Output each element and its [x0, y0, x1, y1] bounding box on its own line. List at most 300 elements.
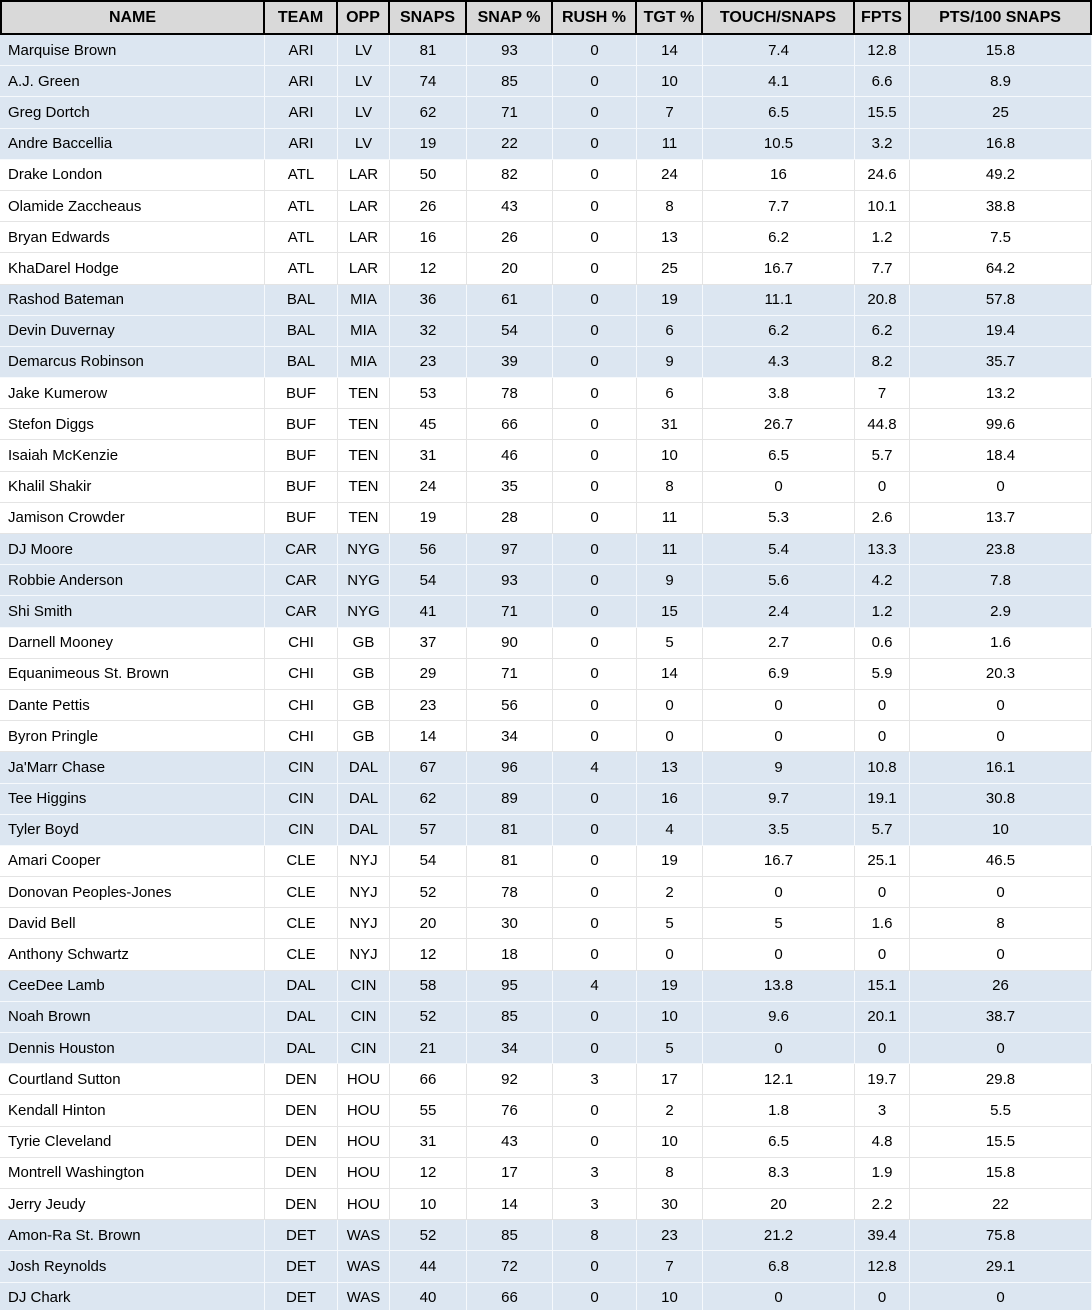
- stat-cell[interactable]: 44: [390, 1251, 467, 1282]
- stat-cell[interactable]: 2: [637, 877, 703, 908]
- stat-cell[interactable]: 85: [467, 66, 553, 97]
- stat-cell[interactable]: CHI: [265, 659, 338, 690]
- stat-cell[interactable]: 35.7: [910, 347, 1092, 378]
- player-name-cell[interactable]: Anthony Schwartz: [0, 939, 265, 970]
- stat-cell[interactable]: GB: [338, 659, 390, 690]
- player-name-cell[interactable]: Olamide Zaccheaus: [0, 191, 265, 222]
- stat-cell[interactable]: 78: [467, 378, 553, 409]
- stat-cell[interactable]: TEN: [338, 378, 390, 409]
- stat-cell[interactable]: 6.2: [703, 316, 855, 347]
- stat-cell[interactable]: CIN: [265, 784, 338, 815]
- stat-cell[interactable]: 0: [553, 191, 637, 222]
- stat-cell[interactable]: 14: [637, 659, 703, 690]
- stat-cell[interactable]: 10.1: [855, 191, 910, 222]
- stat-cell[interactable]: 10: [637, 440, 703, 471]
- player-name-cell[interactable]: Drake London: [0, 160, 265, 191]
- stat-cell[interactable]: CIN: [265, 815, 338, 846]
- player-name-cell[interactable]: Rashod Bateman: [0, 285, 265, 316]
- stat-cell[interactable]: 45: [390, 409, 467, 440]
- stat-cell[interactable]: 12: [390, 253, 467, 284]
- stat-cell[interactable]: 18.4: [910, 440, 1092, 471]
- stat-cell[interactable]: DEN: [265, 1158, 338, 1189]
- stat-cell[interactable]: 0: [553, 253, 637, 284]
- stat-cell[interactable]: LV: [338, 66, 390, 97]
- stat-cell[interactable]: NYJ: [338, 908, 390, 939]
- stat-cell[interactable]: 19: [390, 129, 467, 160]
- stat-cell[interactable]: 34: [467, 1033, 553, 1064]
- stat-cell[interactable]: 66: [390, 1064, 467, 1095]
- column-header-snaps[interactable]: SNAPS: [390, 0, 467, 35]
- stat-cell[interactable]: DEN: [265, 1064, 338, 1095]
- stat-cell[interactable]: 52: [390, 877, 467, 908]
- stat-cell[interactable]: CAR: [265, 596, 338, 627]
- stat-cell[interactable]: BUF: [265, 409, 338, 440]
- stat-cell[interactable]: 7.8: [910, 565, 1092, 596]
- stat-cell[interactable]: 6.9: [703, 659, 855, 690]
- player-name-cell[interactable]: Courtland Sutton: [0, 1064, 265, 1095]
- stat-cell[interactable]: 23: [390, 690, 467, 721]
- stat-cell[interactable]: 54: [390, 565, 467, 596]
- stat-cell[interactable]: NYJ: [338, 939, 390, 970]
- stat-cell[interactable]: 56: [467, 690, 553, 721]
- stat-cell[interactable]: 19.7: [855, 1064, 910, 1095]
- stat-cell[interactable]: BUF: [265, 378, 338, 409]
- stat-cell[interactable]: 28: [467, 503, 553, 534]
- stat-cell[interactable]: LAR: [338, 160, 390, 191]
- stat-cell[interactable]: 49.2: [910, 160, 1092, 191]
- stat-cell[interactable]: 46.5: [910, 846, 1092, 877]
- stat-cell[interactable]: 8.9: [910, 66, 1092, 97]
- stat-cell[interactable]: TEN: [338, 440, 390, 471]
- column-header-opp[interactable]: OPP: [338, 0, 390, 35]
- stat-cell[interactable]: DET: [265, 1283, 338, 1310]
- stat-cell[interactable]: 19: [637, 285, 703, 316]
- stat-cell[interactable]: 89: [467, 784, 553, 815]
- player-name-cell[interactable]: Marquise Brown: [0, 35, 265, 66]
- stat-cell[interactable]: 3: [553, 1189, 637, 1220]
- stat-cell[interactable]: 55: [390, 1095, 467, 1126]
- stat-cell[interactable]: GB: [338, 721, 390, 752]
- stat-cell[interactable]: 15.5: [910, 1127, 1092, 1158]
- player-name-cell[interactable]: Donovan Peoples-Jones: [0, 877, 265, 908]
- stat-cell[interactable]: 0: [553, 66, 637, 97]
- stat-cell[interactable]: DEN: [265, 1127, 338, 1158]
- stat-cell[interactable]: 25.1: [855, 846, 910, 877]
- stat-cell[interactable]: ATL: [265, 253, 338, 284]
- stat-cell[interactable]: HOU: [338, 1158, 390, 1189]
- stat-cell[interactable]: 2.9: [910, 596, 1092, 627]
- stat-cell[interactable]: 0: [553, 1283, 637, 1310]
- stat-cell[interactable]: 52: [390, 1002, 467, 1033]
- stat-cell[interactable]: 0: [855, 877, 910, 908]
- stat-cell[interactable]: 54: [390, 846, 467, 877]
- stat-cell[interactable]: 21: [390, 1033, 467, 1064]
- stat-cell[interactable]: TEN: [338, 409, 390, 440]
- stat-cell[interactable]: BAL: [265, 316, 338, 347]
- column-header-touch-per-snaps[interactable]: TOUCH/SNAPS: [703, 0, 855, 35]
- stat-cell[interactable]: NYJ: [338, 877, 390, 908]
- stat-cell[interactable]: 2.4: [703, 596, 855, 627]
- stat-cell[interactable]: 0: [553, 316, 637, 347]
- stat-cell[interactable]: 16.8: [910, 129, 1092, 160]
- stat-cell[interactable]: 9.7: [703, 784, 855, 815]
- player-name-cell[interactable]: Josh Reynolds: [0, 1251, 265, 1282]
- stat-cell[interactable]: 1.2: [855, 222, 910, 253]
- stat-cell[interactable]: 5.5: [910, 1095, 1092, 1126]
- stat-cell[interactable]: 26: [910, 971, 1092, 1002]
- stat-cell[interactable]: LAR: [338, 222, 390, 253]
- stat-cell[interactable]: 7.5: [910, 222, 1092, 253]
- stat-cell[interactable]: 21.2: [703, 1220, 855, 1251]
- stat-cell[interactable]: 81: [467, 846, 553, 877]
- stat-cell[interactable]: 0: [910, 690, 1092, 721]
- player-name-cell[interactable]: David Bell: [0, 908, 265, 939]
- player-name-cell[interactable]: Darnell Mooney: [0, 628, 265, 659]
- stat-cell[interactable]: 7.7: [855, 253, 910, 284]
- stat-cell[interactable]: 7: [855, 378, 910, 409]
- stat-cell[interactable]: 0: [703, 1283, 855, 1310]
- stat-cell[interactable]: 0: [553, 596, 637, 627]
- player-name-cell[interactable]: Devin Duvernay: [0, 316, 265, 347]
- stat-cell[interactable]: 16.7: [703, 253, 855, 284]
- stat-cell[interactable]: 71: [467, 97, 553, 128]
- stat-cell[interactable]: 0: [553, 285, 637, 316]
- stat-cell[interactable]: 5: [703, 908, 855, 939]
- player-name-cell[interactable]: Tyrie Cleveland: [0, 1127, 265, 1158]
- stat-cell[interactable]: 62: [390, 784, 467, 815]
- stat-cell[interactable]: CHI: [265, 721, 338, 752]
- stat-cell[interactable]: 4: [553, 752, 637, 783]
- stat-cell[interactable]: 16: [703, 160, 855, 191]
- stat-cell[interactable]: 15.8: [910, 35, 1092, 66]
- player-name-cell[interactable]: Andre Baccellia: [0, 129, 265, 160]
- stat-cell[interactable]: CAR: [265, 565, 338, 596]
- stat-cell[interactable]: 67: [390, 752, 467, 783]
- stat-cell[interactable]: 0: [910, 1283, 1092, 1310]
- stat-cell[interactable]: 4.8: [855, 1127, 910, 1158]
- stat-cell[interactable]: BAL: [265, 347, 338, 378]
- stat-cell[interactable]: 5.6: [703, 565, 855, 596]
- stat-cell[interactable]: 0: [703, 721, 855, 752]
- stat-cell[interactable]: 4.1: [703, 66, 855, 97]
- stat-cell[interactable]: 7.4: [703, 35, 855, 66]
- stat-cell[interactable]: 6.5: [703, 1127, 855, 1158]
- stat-cell[interactable]: 19: [390, 503, 467, 534]
- stat-cell[interactable]: DAL: [265, 1033, 338, 1064]
- stat-cell[interactable]: 31: [390, 440, 467, 471]
- stat-cell[interactable]: 1.8: [703, 1095, 855, 1126]
- stat-cell[interactable]: 8: [553, 1220, 637, 1251]
- stat-cell[interactable]: HOU: [338, 1064, 390, 1095]
- stat-cell[interactable]: 6.8: [703, 1251, 855, 1282]
- player-name-cell[interactable]: Shi Smith: [0, 596, 265, 627]
- stat-cell[interactable]: 18: [467, 939, 553, 970]
- stat-cell[interactable]: 30: [637, 1189, 703, 1220]
- stat-cell[interactable]: 85: [467, 1002, 553, 1033]
- stat-cell[interactable]: 0: [553, 659, 637, 690]
- stat-cell[interactable]: BUF: [265, 503, 338, 534]
- stat-cell[interactable]: 0: [855, 690, 910, 721]
- player-name-cell[interactable]: Tee Higgins: [0, 784, 265, 815]
- stat-cell[interactable]: 11: [637, 129, 703, 160]
- player-name-cell[interactable]: Demarcus Robinson: [0, 347, 265, 378]
- stat-cell[interactable]: 0: [553, 378, 637, 409]
- stat-cell[interactable]: 24: [390, 472, 467, 503]
- stat-cell[interactable]: 0: [553, 97, 637, 128]
- stat-cell[interactable]: 38.7: [910, 1002, 1092, 1033]
- stat-cell[interactable]: 15.1: [855, 971, 910, 1002]
- stat-cell[interactable]: 85: [467, 1220, 553, 1251]
- player-name-cell[interactable]: Robbie Anderson: [0, 565, 265, 596]
- stat-cell[interactable]: 0: [855, 721, 910, 752]
- column-header-name[interactable]: NAME: [0, 0, 265, 35]
- stat-cell[interactable]: 15.5: [855, 97, 910, 128]
- player-name-cell[interactable]: Amari Cooper: [0, 846, 265, 877]
- stat-cell[interactable]: 6.2: [703, 222, 855, 253]
- stat-cell[interactable]: 14: [390, 721, 467, 752]
- stat-cell[interactable]: 8: [637, 472, 703, 503]
- stat-cell[interactable]: LAR: [338, 191, 390, 222]
- stat-cell[interactable]: 92: [467, 1064, 553, 1095]
- stat-cell[interactable]: DEN: [265, 1095, 338, 1126]
- stat-cell[interactable]: 12: [390, 1158, 467, 1189]
- stat-cell[interactable]: 13.8: [703, 971, 855, 1002]
- stat-cell[interactable]: 10: [637, 1127, 703, 1158]
- stat-cell[interactable]: 57.8: [910, 285, 1092, 316]
- stat-cell[interactable]: 0: [553, 1095, 637, 1126]
- stat-cell[interactable]: 0: [553, 409, 637, 440]
- stat-cell[interactable]: 9: [703, 752, 855, 783]
- stat-cell[interactable]: 26: [467, 222, 553, 253]
- stat-cell[interactable]: 6: [637, 378, 703, 409]
- stat-cell[interactable]: 4.2: [855, 565, 910, 596]
- stat-cell[interactable]: 2.2: [855, 1189, 910, 1220]
- stat-cell[interactable]: 19: [637, 971, 703, 1002]
- stat-cell[interactable]: 20.1: [855, 1002, 910, 1033]
- stat-cell[interactable]: 24: [637, 160, 703, 191]
- player-name-cell[interactable]: Tyler Boyd: [0, 815, 265, 846]
- stat-cell[interactable]: 0: [553, 1127, 637, 1158]
- stat-cell[interactable]: 0: [553, 440, 637, 471]
- column-header-fpts[interactable]: FPTS: [855, 0, 910, 35]
- player-name-cell[interactable]: DJ Moore: [0, 534, 265, 565]
- stat-cell[interactable]: 0: [703, 472, 855, 503]
- stat-cell[interactable]: 31: [390, 1127, 467, 1158]
- stat-cell[interactable]: 1.6: [910, 628, 1092, 659]
- stat-cell[interactable]: 8.2: [855, 347, 910, 378]
- stat-cell[interactable]: 3: [553, 1064, 637, 1095]
- stat-cell[interactable]: 6.6: [855, 66, 910, 97]
- stat-cell[interactable]: 0: [910, 472, 1092, 503]
- stat-cell[interactable]: 0: [855, 939, 910, 970]
- stat-cell[interactable]: 13.3: [855, 534, 910, 565]
- stat-cell[interactable]: 41: [390, 596, 467, 627]
- player-name-cell[interactable]: Bryan Edwards: [0, 222, 265, 253]
- stat-cell[interactable]: CLE: [265, 846, 338, 877]
- player-name-cell[interactable]: Dante Pettis: [0, 690, 265, 721]
- stat-cell[interactable]: 74: [390, 66, 467, 97]
- player-name-cell[interactable]: Stefon Diggs: [0, 409, 265, 440]
- stat-cell[interactable]: 64.2: [910, 253, 1092, 284]
- stat-cell[interactable]: DET: [265, 1251, 338, 1282]
- stat-cell[interactable]: 0: [855, 1033, 910, 1064]
- stat-cell[interactable]: DAL: [338, 752, 390, 783]
- stat-cell[interactable]: 22: [910, 1189, 1092, 1220]
- stat-cell[interactable]: 96: [467, 752, 553, 783]
- player-name-cell[interactable]: Montrell Washington: [0, 1158, 265, 1189]
- stat-cell[interactable]: ATL: [265, 222, 338, 253]
- stat-cell[interactable]: 23: [637, 1220, 703, 1251]
- stat-cell[interactable]: 0: [637, 939, 703, 970]
- stat-cell[interactable]: 39: [467, 347, 553, 378]
- player-name-cell[interactable]: A.J. Green: [0, 66, 265, 97]
- stat-cell[interactable]: 97: [467, 534, 553, 565]
- stat-cell[interactable]: CIN: [265, 752, 338, 783]
- stat-cell[interactable]: BAL: [265, 285, 338, 316]
- stat-cell[interactable]: 8: [637, 1158, 703, 1189]
- stat-cell[interactable]: 23.8: [910, 534, 1092, 565]
- stat-cell[interactable]: ARI: [265, 129, 338, 160]
- stat-cell[interactable]: 46: [467, 440, 553, 471]
- stat-cell[interactable]: 5.3: [703, 503, 855, 534]
- stat-cell[interactable]: 24.6: [855, 160, 910, 191]
- stat-cell[interactable]: 15.8: [910, 1158, 1092, 1189]
- stat-cell[interactable]: 0: [553, 877, 637, 908]
- stat-cell[interactable]: NYG: [338, 534, 390, 565]
- stat-cell[interactable]: 17: [637, 1064, 703, 1095]
- stat-cell[interactable]: TEN: [338, 503, 390, 534]
- stat-cell[interactable]: BUF: [265, 472, 338, 503]
- stat-cell[interactable]: 0: [553, 908, 637, 939]
- stat-cell[interactable]: 0.6: [855, 628, 910, 659]
- player-name-cell[interactable]: Ja'Marr Chase: [0, 752, 265, 783]
- stat-cell[interactable]: 76: [467, 1095, 553, 1126]
- stat-cell[interactable]: 71: [467, 659, 553, 690]
- stat-cell[interactable]: 39.4: [855, 1220, 910, 1251]
- stat-cell[interactable]: 1.6: [855, 908, 910, 939]
- stat-cell[interactable]: 0: [553, 347, 637, 378]
- stat-cell[interactable]: 38.8: [910, 191, 1092, 222]
- player-name-cell[interactable]: Noah Brown: [0, 1002, 265, 1033]
- stat-cell[interactable]: 0: [910, 939, 1092, 970]
- stat-cell[interactable]: 0: [855, 1283, 910, 1310]
- stat-cell[interactable]: ARI: [265, 35, 338, 66]
- stat-cell[interactable]: CLE: [265, 908, 338, 939]
- player-name-cell[interactable]: Kendall Hinton: [0, 1095, 265, 1126]
- stat-cell[interactable]: 8: [910, 908, 1092, 939]
- stat-cell[interactable]: 66: [467, 1283, 553, 1310]
- stat-cell[interactable]: 6.5: [703, 97, 855, 128]
- stat-cell[interactable]: 58: [390, 971, 467, 1002]
- stat-cell[interactable]: NYG: [338, 596, 390, 627]
- stat-cell[interactable]: CIN: [338, 1033, 390, 1064]
- stat-cell[interactable]: 4.3: [703, 347, 855, 378]
- stat-cell[interactable]: ARI: [265, 66, 338, 97]
- stat-cell[interactable]: 8: [637, 191, 703, 222]
- stat-cell[interactable]: 0: [553, 815, 637, 846]
- stat-cell[interactable]: 13: [637, 752, 703, 783]
- stat-cell[interactable]: 13.7: [910, 503, 1092, 534]
- column-header-snap-pct[interactable]: SNAP %: [467, 0, 553, 35]
- stat-cell[interactable]: LV: [338, 97, 390, 128]
- stat-cell[interactable]: 20.3: [910, 659, 1092, 690]
- stat-cell[interactable]: 3.8: [703, 378, 855, 409]
- stat-cell[interactable]: 10: [637, 1283, 703, 1310]
- stat-cell[interactable]: 35: [467, 472, 553, 503]
- stat-cell[interactable]: 25: [910, 97, 1092, 128]
- stat-cell[interactable]: 62: [390, 97, 467, 128]
- stat-cell[interactable]: 8.3: [703, 1158, 855, 1189]
- stat-cell[interactable]: DAL: [338, 815, 390, 846]
- stat-cell[interactable]: WAS: [338, 1220, 390, 1251]
- stat-cell[interactable]: 7: [637, 97, 703, 128]
- stat-cell[interactable]: 10: [390, 1189, 467, 1220]
- stat-cell[interactable]: 0: [553, 503, 637, 534]
- stat-cell[interactable]: 5: [637, 908, 703, 939]
- stat-cell[interactable]: 5: [637, 628, 703, 659]
- player-name-cell[interactable]: Greg Dortch: [0, 97, 265, 128]
- stat-cell[interactable]: 2: [637, 1095, 703, 1126]
- stat-cell[interactable]: WAS: [338, 1283, 390, 1310]
- stat-cell[interactable]: 32: [390, 316, 467, 347]
- stat-cell[interactable]: 61: [467, 285, 553, 316]
- stat-cell[interactable]: 95: [467, 971, 553, 1002]
- stat-cell[interactable]: 43: [467, 191, 553, 222]
- stat-cell[interactable]: 34: [467, 721, 553, 752]
- stat-cell[interactable]: 9: [637, 347, 703, 378]
- stat-cell[interactable]: 14: [637, 35, 703, 66]
- stat-cell[interactable]: LV: [338, 35, 390, 66]
- stat-cell[interactable]: 29.8: [910, 1064, 1092, 1095]
- stat-cell[interactable]: 16: [390, 222, 467, 253]
- stat-cell[interactable]: 99.6: [910, 409, 1092, 440]
- stat-cell[interactable]: 3: [855, 1095, 910, 1126]
- stat-cell[interactable]: 7: [637, 1251, 703, 1282]
- player-name-cell[interactable]: Jake Kumerow: [0, 378, 265, 409]
- stat-cell[interactable]: 10.5: [703, 129, 855, 160]
- stat-cell[interactable]: 17: [467, 1158, 553, 1189]
- stat-cell[interactable]: HOU: [338, 1095, 390, 1126]
- stat-cell[interactable]: 37: [390, 628, 467, 659]
- stat-cell[interactable]: 11.1: [703, 285, 855, 316]
- player-name-cell[interactable]: Isaiah McKenzie: [0, 440, 265, 471]
- stat-cell[interactable]: 6: [637, 316, 703, 347]
- stat-cell[interactable]: 0: [910, 721, 1092, 752]
- stat-cell[interactable]: 16.1: [910, 752, 1092, 783]
- player-name-cell[interactable]: CeeDee Lamb: [0, 971, 265, 1002]
- stat-cell[interactable]: 19: [637, 846, 703, 877]
- stat-cell[interactable]: HOU: [338, 1189, 390, 1220]
- stat-cell[interactable]: 4: [637, 815, 703, 846]
- column-header-pts-per-100-snaps[interactable]: PTS/100 SNAPS: [910, 0, 1092, 35]
- stat-cell[interactable]: 52: [390, 1220, 467, 1251]
- stat-cell[interactable]: 78: [467, 877, 553, 908]
- stat-cell[interactable]: 0: [910, 1033, 1092, 1064]
- stat-cell[interactable]: 43: [467, 1127, 553, 1158]
- stat-cell[interactable]: 1.2: [855, 596, 910, 627]
- stat-cell[interactable]: 0: [910, 877, 1092, 908]
- stat-cell[interactable]: 93: [467, 565, 553, 596]
- stat-cell[interactable]: 30: [467, 908, 553, 939]
- stat-cell[interactable]: CLE: [265, 939, 338, 970]
- stat-cell[interactable]: CLE: [265, 877, 338, 908]
- stat-cell[interactable]: 3: [553, 1158, 637, 1189]
- stat-cell[interactable]: 20: [467, 253, 553, 284]
- player-name-cell[interactable]: Dennis Houston: [0, 1033, 265, 1064]
- stat-cell[interactable]: CHI: [265, 690, 338, 721]
- stat-cell[interactable]: 25: [637, 253, 703, 284]
- stat-cell[interactable]: 9.6: [703, 1002, 855, 1033]
